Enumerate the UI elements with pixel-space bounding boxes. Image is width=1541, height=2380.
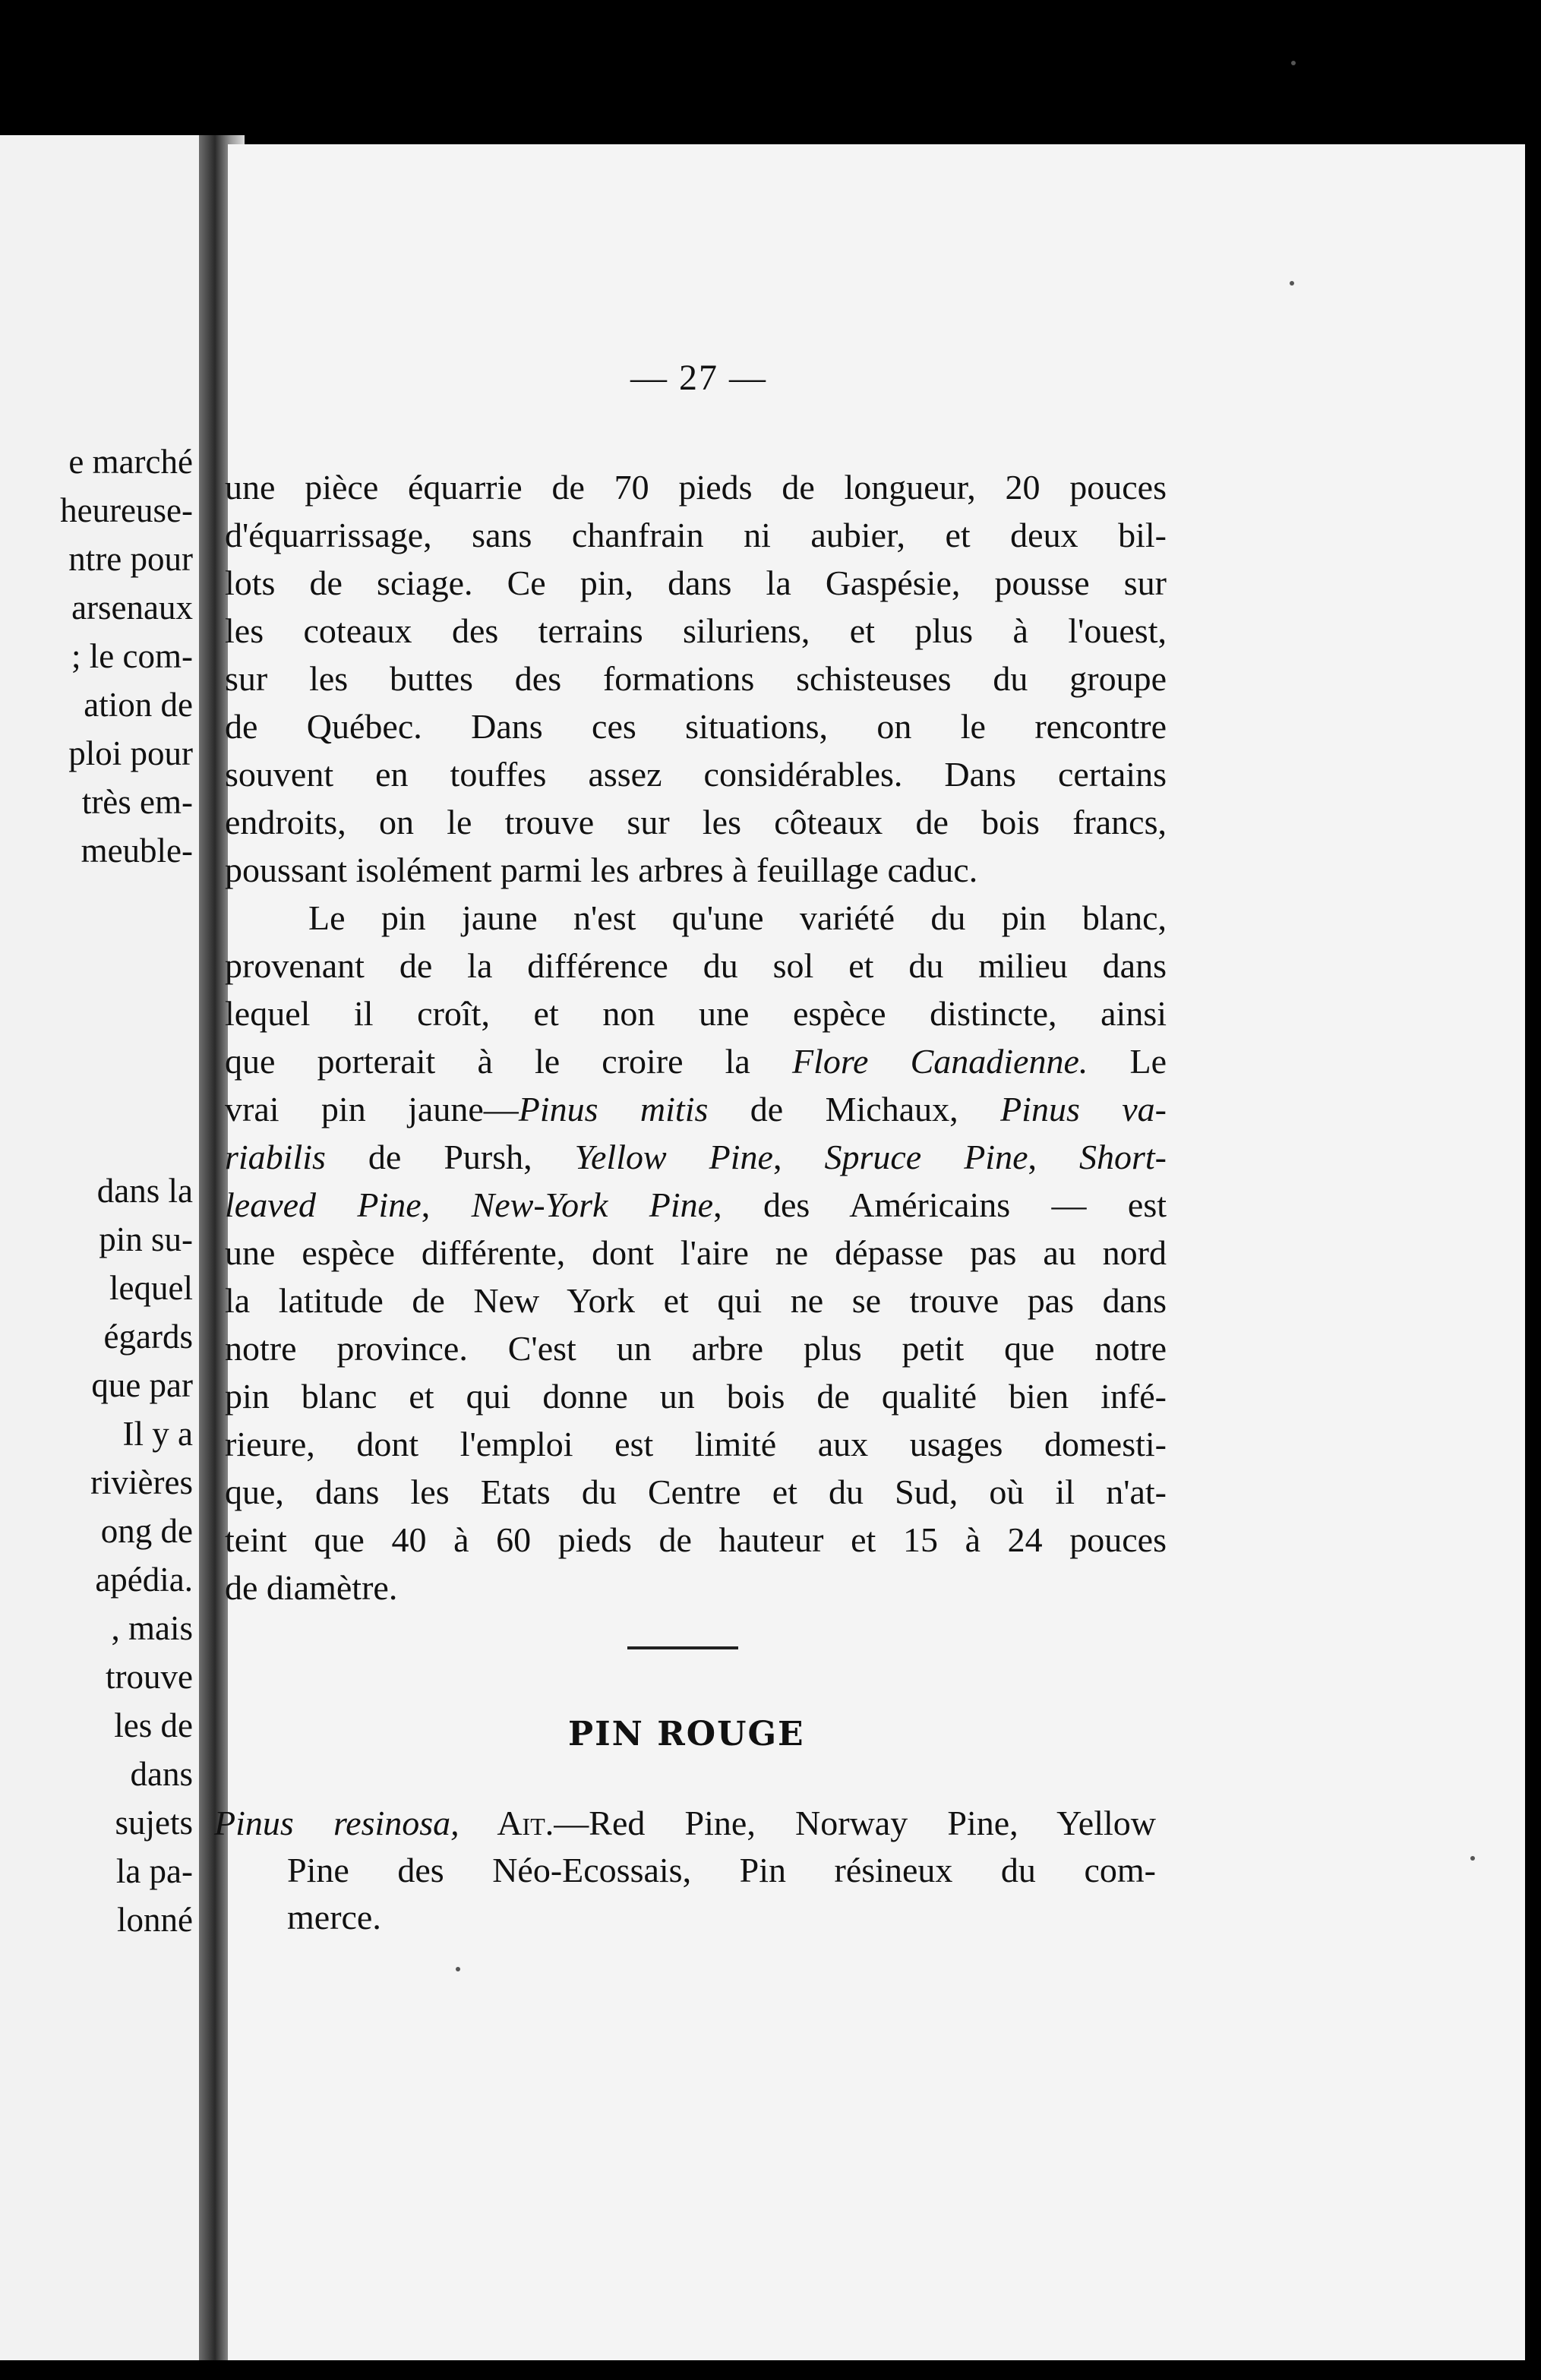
text-line: une espèce différente, dont l'aire ne dépasse pas au nord — [225, 1233, 1167, 1272]
species-name: Pinus va- — [1000, 1090, 1167, 1128]
species-name: Pinus mitis — [518, 1090, 709, 1128]
facing-page-fragment: ntre pour — [68, 540, 193, 578]
text-line: pin blanc et qui donne un bois de qualité bien infé- — [225, 1377, 1167, 1416]
common-name: Spruce Pine — [824, 1138, 1028, 1176]
facing-page-fragment: les de — [114, 1706, 193, 1744]
text-line: que porterait à le croire la Flore Canadienne. Le — [225, 1042, 1167, 1081]
facing-page-edge — [0, 135, 199, 2360]
text-line: notre province. C'est un arbre plus petit que notre — [225, 1329, 1167, 1368]
common-name: New-York Pine — [471, 1185, 714, 1224]
facing-page-fragment: rivières — [90, 1463, 193, 1501]
text-line: Pinus resinosa, Ait.—Red Pine, Norway Pine, Yellow — [214, 1804, 1156, 1842]
facing-page-fragment: ploi pour — [68, 734, 193, 772]
facing-page-fragment: ation de — [84, 686, 193, 724]
page-number: — 27 — — [630, 358, 767, 398]
text-line: rieure, dont l'emploi est limité aux usages domesti- — [225, 1425, 1167, 1463]
text-line: Pine des Néo-Ecossais, Pin résineux du com- — [287, 1851, 1156, 1889]
text-line: d'équarrissage, sans chanfrain ni aubier, et deux bil- — [225, 516, 1167, 554]
text-line: poussant isolément parmi les arbres à feuillage caduc. — [225, 851, 978, 889]
paper-speck — [456, 1967, 460, 1971]
text-line: les coteaux des terrains siluriens, et plus à l'ouest, — [225, 611, 1167, 650]
common-name: Yellow Pine — [574, 1138, 773, 1176]
facing-page-fragment: la pa- — [115, 1852, 193, 1890]
text-line: lots de sciage. Ce pin, dans la Gaspésie, pousse sur — [225, 563, 1167, 602]
text-line: riabilis de Pursh, Yellow Pine, Spruce Pine, Short- — [225, 1138, 1167, 1176]
facing-page-fragment: que par — [91, 1366, 193, 1404]
facing-page-fragment: trouve — [106, 1658, 193, 1696]
facing-page-fragment: ; le com- — [71, 637, 193, 675]
text-line: merce. — [287, 1898, 381, 1937]
paper-speck — [1291, 61, 1296, 65]
species-name: riabilis — [225, 1138, 326, 1176]
section-heading: PIN ROUGE — [568, 1715, 805, 1753]
text-line: que, dans les Etats du Centre et du Sud, où il n'at- — [225, 1473, 1167, 1511]
text-line: de Québec. Dans ces situations, on le rencontre — [225, 707, 1167, 746]
text-line: sur les buttes des formations schisteuses du groupe — [225, 659, 1167, 698]
text-line: une pièce équarrie de 70 pieds de longueur, 20 pouces — [225, 468, 1167, 507]
text-line: leaved Pine, New-York Pine, des Américains — est — [225, 1185, 1167, 1224]
text-line: de diamètre. — [225, 1568, 398, 1607]
body-text — [225, 463, 1167, 1611]
text-line: vrai pin jaune—Pinus mitis de Michaux, Pinus va- — [225, 1090, 1167, 1128]
common-name: leaved Pine — [225, 1185, 422, 1224]
facing-page-fragment: ong de — [100, 1512, 193, 1550]
facing-page-fragment: e marché — [68, 443, 193, 481]
facing-page-fragment: arsenaux — [71, 589, 193, 627]
author-abbrev: Ait. — [459, 1804, 554, 1842]
facing-page-fragment: très em- — [81, 783, 193, 821]
text-line: lequel il croît, et non une espèce distincte, ainsi — [225, 994, 1167, 1033]
facing-page-fragment: meuble- — [81, 832, 193, 870]
common-name: Short- — [1079, 1138, 1167, 1176]
text-line: la latitude de New York et qui ne se trouve pas dans — [225, 1281, 1167, 1320]
facing-page-fragment: apédia. — [95, 1561, 193, 1599]
facing-page-fragment: sujets — [115, 1804, 193, 1842]
facing-page-fragment: dans la — [96, 1172, 193, 1210]
text-line: Le pin jaune n'est qu'une variété du pin blanc, — [308, 898, 1167, 937]
facing-page-fragment: lequel — [109, 1269, 193, 1307]
facing-page-fragment: dans — [130, 1755, 193, 1793]
section-divider — [627, 1646, 738, 1649]
facing-page-fragment: , mais — [111, 1609, 193, 1647]
text-line: provenant de la différence du sol et du milieu dans — [225, 946, 1167, 985]
facing-page-fragment: heureuse- — [60, 491, 193, 529]
facing-page-fragment: égards — [103, 1318, 193, 1356]
species-entry — [214, 1800, 1156, 1941]
paper-speck — [1290, 281, 1294, 286]
italic-title: Flore Canadienne. — [791, 1042, 1088, 1081]
facing-page-fragment: lonné — [117, 1901, 193, 1939]
paper-speck — [1470, 1856, 1475, 1861]
text-line: teint que 40 à 60 pieds de hauteur et 15 à 24 pouces — [225, 1520, 1167, 1559]
text-line: endroits, on le trouve sur les côteaux de bois francs, — [225, 803, 1167, 841]
facing-page-fragment: pin su- — [99, 1220, 193, 1258]
facing-page-fragment: Il y a — [122, 1415, 193, 1453]
text-line: souvent en touffes assez considérables. Dans certains — [225, 755, 1167, 794]
species-name: Pinus resinosa, — [214, 1804, 459, 1842]
